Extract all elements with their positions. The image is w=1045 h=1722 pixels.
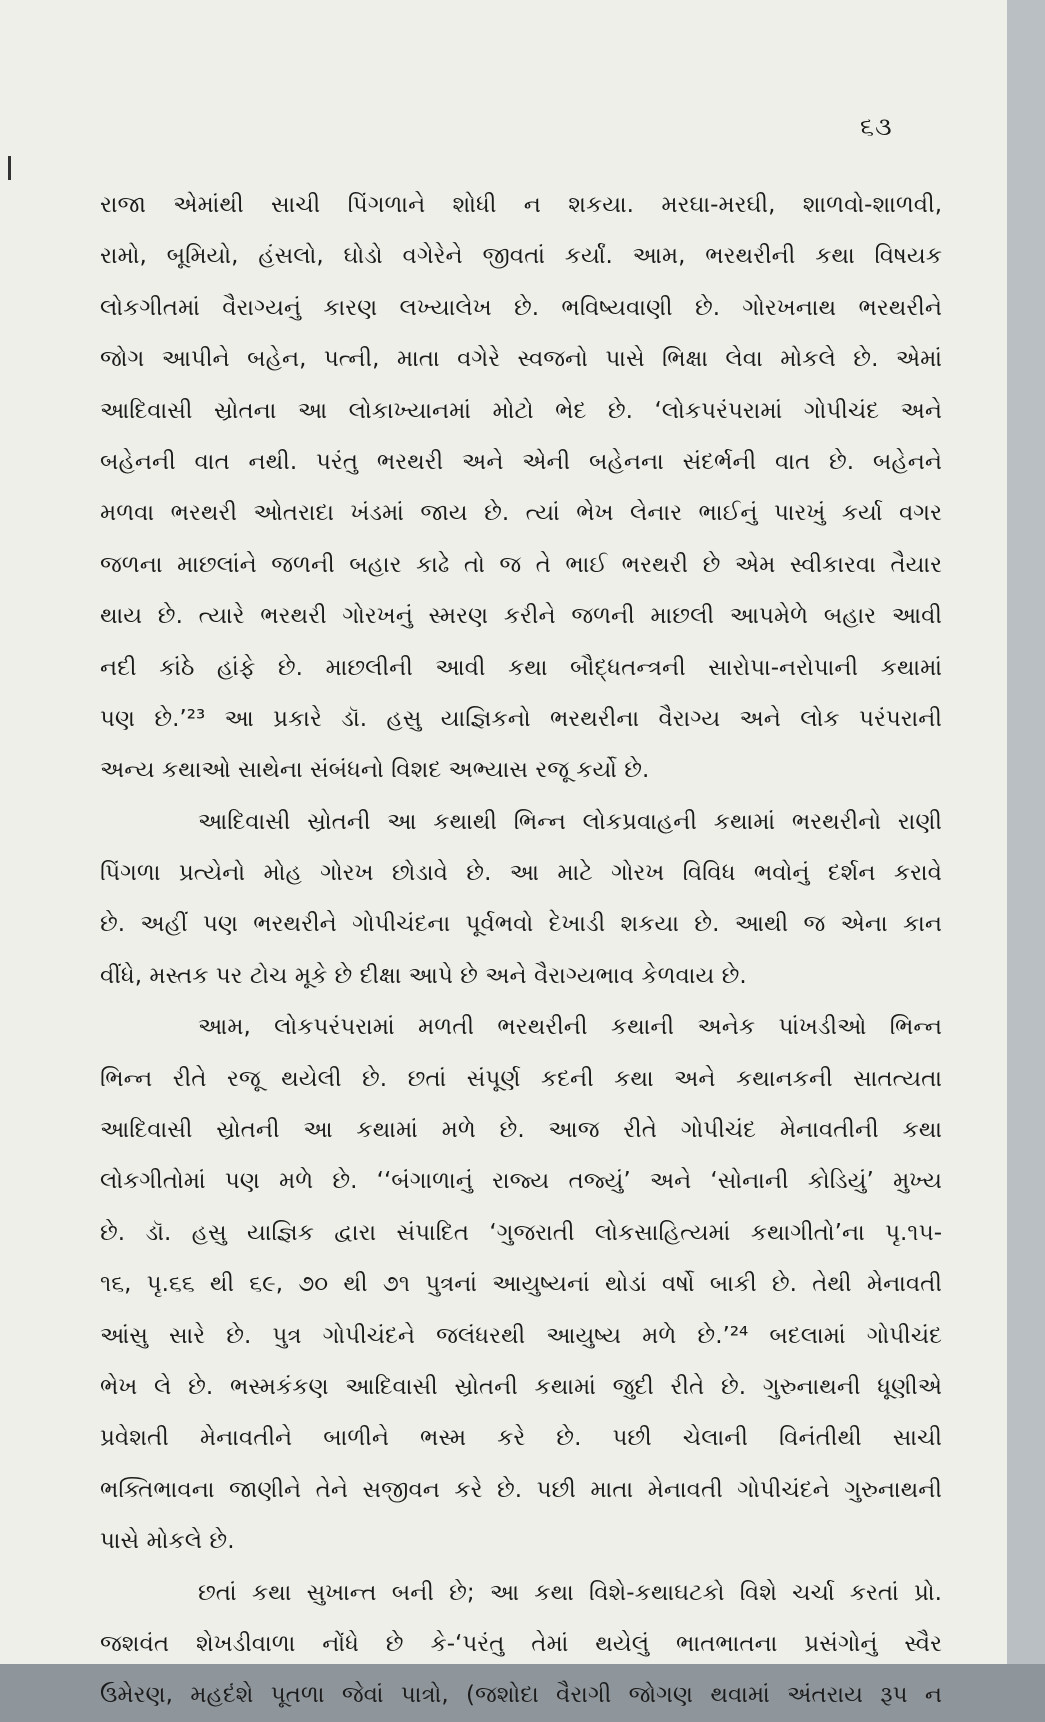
paragraph-p1 (100, 180, 942, 797)
text-line: ભિન્ન રીતે રજૂ થયેલી છે. છતાં સંપૂર્ણ કદની કથા અને કથાનકની સાતત્યતા (100, 1065, 942, 1092)
text-line: જળના માછલાંને જળની બહાર કાઢે તો જ તે ભાઈ ભરથરી છે એમ સ્વીકારવા તૈયાર (100, 551, 942, 578)
text-line: છતાં કથા સુખાન્ત બની છે; આ કથા વિશે-કથાઘટકો વિશે ચર્ચા કરતાં પ્રો. (198, 1579, 942, 1606)
paragraph-p4 (100, 1568, 942, 1722)
text-line: મળવા ભરથરી ઓતરાદા ખંડમાં જાય છે. ત્યાં ભેખ લેનાર ભાઈનું પારખું કર્યા વગર (100, 500, 942, 527)
text-line: છે. અહીં પણ ભરથરીને ગોપીચંદના પૂર્વભવો દેખાડી શકયા છે. આથી જ એના કાન (100, 911, 942, 938)
text-line: ૧૬, પૃ.૬૬ થી ૬૯, ૭૦ થી ૭૧ પુત્રનાં આયુષ્યનાં થોડાં વર્ષો બાકી છે. તેથી મેનાવતી (100, 1271, 942, 1298)
text-line: જોગ આપીને બહેન, પત્ની, માતા વગેરે સ્વજનો પાસે ભિક્ષા લેવા મોકલે છે. એમાં (100, 346, 942, 373)
text-line: વીંધે, મસ્તક પર ટોચ મૂકે છે દીક્ષા આપે છે અને વૈરાગ્યભાવ કેળવાય છે. (100, 962, 747, 989)
text-line: આમ, લોકપરંપરામાં મળતી ભરથરીની કથાની અનેક પાંખડીઓ ભિન્ન (198, 1014, 942, 1041)
text-line: ભક્તિભાવના જાણીને તેને સજીવન કરે છે. પછી માતા મેનાવતી ગોપીચંદને ગુરુનાથની (100, 1476, 942, 1503)
text-line: આદિવાસી સ્રોતની આ કથાથી ભિન્ન લોકપ્રવાહની કથામાં ભરથરીનો રાણી (198, 808, 942, 835)
text-line: આંસુ સારે છે. પુત્ર ગોપીચંદને જલંધરથી આયુષ્ય મળે છે.’²⁴ બદલામાં ગોપીચંદ (100, 1322, 942, 1349)
text-line: નદી કાંઠે હાંફે છે. માછલીની આવી કથા બૌદ્ધતન્ત્રની સારોપા-નરોપાની કથામાં (100, 654, 942, 681)
text-line: પાસે મોકલે છે. (100, 1528, 235, 1555)
text-line: રામો, બૂમિયો, હંસલો, ઘોડો વગેરેને જીવતાં કર્યાં. આમ, ભરથરીની કથા વિષયક (100, 243, 942, 270)
text-line: બહેનની વાત નથી. પરંતુ ભરથરી અને એની બહેનના સંદર્ભની વાત છે. બહેનને (100, 448, 942, 475)
margin-mark (8, 156, 11, 180)
body-text (100, 180, 942, 1722)
paragraph-p2 (100, 797, 942, 1003)
text-line: જશવંત શેખડીવાળા નોંધે છે કે-‘પરંતુ તેમાં થયેલું ભાતભાતના પ્રસંગોનું સ્વૈર (100, 1630, 942, 1657)
text-line: લોકગીતમાં વૈરાગ્યનું કારણ લખ્યાલેખ છે. ભવિષ્યવાણી છે. ગોરખનાથ ભરથરીને (100, 294, 942, 321)
text-line: આદિવાસી સ્રોતની આ કથામાં મળે છે. આજ રીતે ગોપીચંદ મેનાવતીની કથા (100, 1117, 942, 1144)
text-line: પ્રવેશતી મેનાવતીને બાળીને ભસ્મ કરે છે. પછી ચેલાની વિનંતીથી સાચી (100, 1425, 942, 1452)
text-line: છે. ડૉ. હસુ યાજ્ઞિક દ્વારા સંપાદિત ‘ગુજરાતી લોકસાહિત્યમાં કથાગીતો’ના પૃ.૧૫- (100, 1219, 942, 1246)
text-line: લોકગીતોમાં પણ મળે છે. ‘‘બંગાળાનું રાજ્ય તજ્યું’ અને ‘સોનાની કોડિયું’ મુખ્ય (100, 1168, 942, 1195)
text-line: અન્ય કથાઓ સાથેના સંબંધનો વિશદ અભ્યાસ રજૂ કર્યો છે. (100, 757, 650, 784)
text-line: આદિવાસી સ્રોતના આ લોકાખ્યાનમાં મોટો ભેદ છે. ‘લોકપરંપરામાં ગોપીચંદ અને (100, 397, 942, 424)
text-line: પિંગળા પ્રત્યેનો મોહ ગોરખ છોડાવે છે. આ માટે ગોરખ વિવિધ ભવોનું દર્શન કરાવે (100, 860, 942, 887)
text-line: ઉમેરણ, મહદંશે પૂતળા જેવાં પાત્રો, (જશોદા વૈરાગી જોગણ થવામાં અંતરાય રૂપ ન (100, 1682, 942, 1709)
text-line: પણ છે.’²³ આ પ્રકારે ડૉ. હસુ યાજ્ઞિકનો ભરથરીના વૈરાગ્ય અને લોક પરંપરાની (100, 705, 942, 732)
text-line: ભેખ લે છે. ભસ્મકંકણ આદિવાસી સ્રોતની કથામાં જુદી રીતે છે. ગુરુનાથની ધૂણીએ (100, 1373, 942, 1400)
text-line: થાય છે. ત્યારે ભરથરી ગોરખનું સ્મરણ કરીને જળની માછલી આપમેળે બહાર આવી (100, 603, 942, 630)
text-line: રાજા એમાંથી સાચી પિંગળાને શોધી ન શકયા. મરઘા-મરઘી, શાળવો-શાળવી, (100, 192, 942, 218)
paragraph-p3 (100, 1002, 942, 1567)
page-number: ૬૩ (860, 112, 893, 141)
